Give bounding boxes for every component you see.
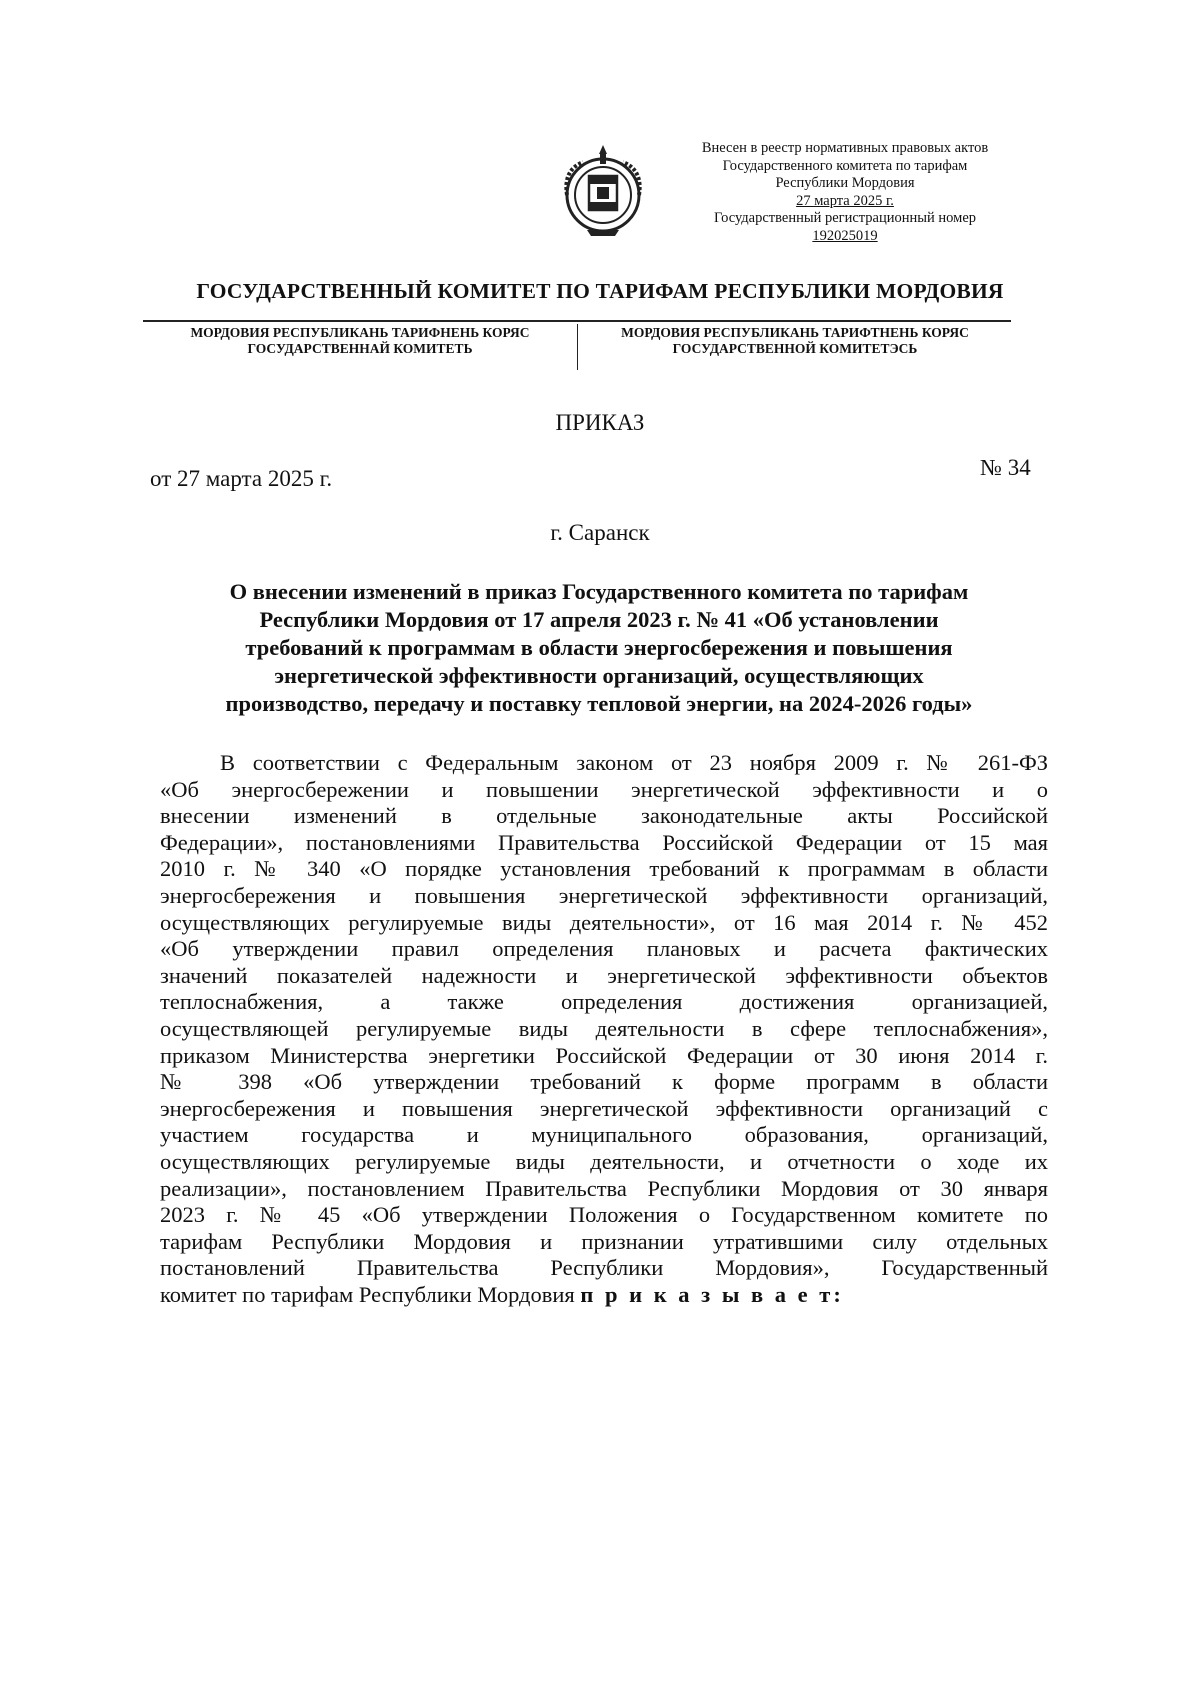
subject-line: энергетической эффективности организаций, осуществляющих: [274, 663, 924, 688]
registry-line: Внесен в реестр нормативных правовых актов: [701, 140, 989, 156]
body-line: реализации», постановлением Правительства Республики Мордовия от 30 января: [160, 1175, 1048, 1201]
subtitle-line: МОРДОВИЯ РЕСПУБЛИКАНЬ ТАРИФТНЕНЬ КОРЯС: [621, 325, 969, 340]
subject-line: О внесении изменений в приказ Государственного комитета по тарифам: [229, 579, 969, 604]
registry-line: Республики Мордовия: [775, 175, 915, 191]
body-line: «Об энергосбережении и повышении энергетической эффективности и о: [160, 776, 1048, 802]
body-line: 2010 г. № 340 «О порядке установления требований к программам в области: [160, 856, 1048, 882]
decree-word: п р и к а з ы в а е т:: [580, 1281, 844, 1307]
registry-date: 27 марта 2025 г.: [796, 192, 894, 209]
subject-line: требований к программам в области энергосбережения и повышения: [245, 635, 953, 660]
subject-line: Республики Мордовия от 17 апреля 2023 г. № 41 «Об установлении: [259, 607, 939, 632]
registry-number-label: Государственный регистрационный номер: [713, 210, 977, 226]
body-line: осуществляющих регулируемые виды деятельности», от 16 мая 2014 г. № 452: [160, 909, 1048, 935]
body-line: теплоснабжения, а также определения достижения организацией,: [160, 989, 1048, 1015]
body-line: Федерации», постановлениями Правительства Российской Федерации от 15 мая: [160, 829, 1048, 855]
body-line: «Об утверждении правил определения плановых и расчета фактических: [160, 936, 1048, 962]
header-divider: [143, 320, 1011, 322]
body-line: приказом Министерства энергетики Российской Федерации от 30 июня 2014 г.: [160, 1042, 1048, 1068]
document-type-title: ПРИКАЗ: [555, 410, 645, 435]
order-subject: [150, 578, 1048, 718]
body-line: [160, 1282, 1048, 1309]
organization-name-moksha: [150, 325, 570, 357]
body-line: энергосбережения и повышения энергетической эффективности организаций с: [160, 1095, 1048, 1121]
body-line: внесении изменений в отдельные законодательные акты Российской: [160, 803, 1048, 829]
organization-title: ГОСУДАРСТВЕННЫЙ КОМИТЕТ ПО ТАРИФАМ РЕСПУБЛИКИ МОРДОВИЯ: [196, 279, 1004, 303]
body-line: тарифам Республики Мордовия и признании утратившими силу отдельных: [160, 1228, 1048, 1254]
body-line: осуществляющих регулируемые виды деятельности, и отчетности о ходе их: [160, 1148, 1048, 1174]
registry-number: 192025019: [812, 227, 878, 244]
registry-note: [660, 140, 1030, 245]
body-line: № 398 «Об утверждении требований к форме программ в области: [160, 1069, 1048, 1095]
header-column-divider: [577, 324, 578, 370]
body-last-line-text: комитет по тарифам Республики Мордовия: [160, 1281, 581, 1307]
body-line: участием государства и муниципального образования, организаций,: [160, 1122, 1048, 1148]
registry-line: Государственного комитета по тарифам: [722, 157, 968, 174]
subtitle-line: ГОСУДАРСТВЕННОЙ КОМИТЕТЭСЬ: [672, 341, 918, 356]
city: г. Саранск: [550, 520, 650, 545]
body-line: значений показателей надежности и энергетической эффективности объектов: [160, 962, 1048, 988]
subject-line: производство, передачу и поставку тепловой энергии, на 2024-2026 годы»: [225, 691, 973, 716]
order-number: № 34: [980, 455, 1031, 480]
organization-name-erzya: [585, 325, 1005, 357]
order-date: от 27 марта 2025 г.: [150, 466, 333, 491]
body-line: энергосбережения и повышения энергетической эффективности организаций,: [160, 882, 1048, 908]
subtitle-line: МОРДОВИЯ РЕСПУБЛИКАНЬ ТАРИФНЕНЬ КОРЯС: [190, 325, 530, 340]
body-line: осуществляющей регулируемые виды деятельности в сфере теплоснабжения»,: [160, 1015, 1048, 1041]
coat-of-arms-emblem: [553, 140, 653, 240]
body-line: 2023 г. № 45 «Об утверждении Положения о Государственном комитете по: [160, 1202, 1048, 1228]
body-line: постановлений Правительства Республики Мордовия», Государственный: [160, 1255, 1048, 1281]
body-line: В соответствии с Федеральным законом от 23 ноября 2009 г. № 261-ФЗ: [220, 750, 1048, 775]
subtitle-line: ГОСУДАРСТВЕННАЙ КОМИТЕТЬ: [247, 341, 473, 356]
preamble-paragraph: [160, 750, 1048, 1308]
